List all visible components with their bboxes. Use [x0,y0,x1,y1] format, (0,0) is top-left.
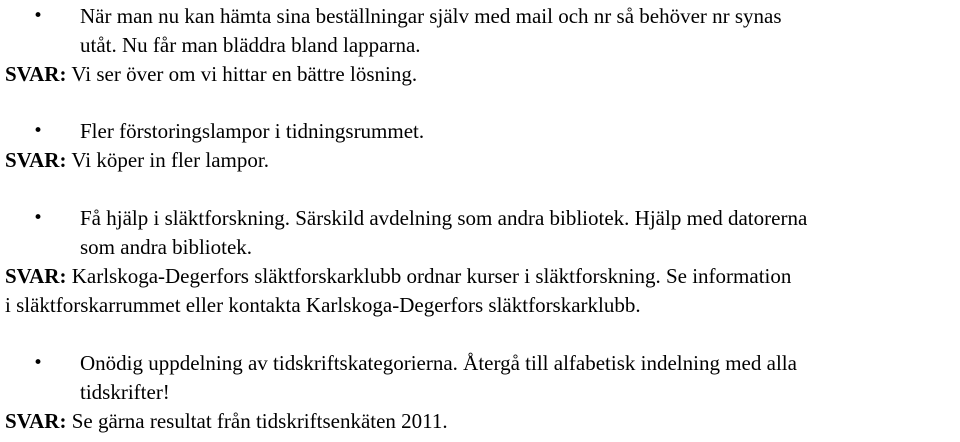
bullet-icon: • [32,208,44,228]
question-line: Onödig uppdelning av tidskriftskategorierna. Återgå till alfabetisk indelning med alla [80,351,797,375]
answer-label: SVAR: [5,409,67,433]
answer-line [5,60,417,89]
answer-text: Karlskoga-Degerfors släktforskarklubb ordnar kurser i släktforskning. Se information [71,264,792,288]
answer-text: Vi ser över om vi hittar en bättre lösning. [71,62,418,86]
question-line: tidskrifter! [80,380,170,404]
question-line: Fler förstoringslampor i tidningsrummet. [80,119,425,143]
answer-label: SVAR: [5,264,67,288]
answer-label: SVAR: [5,62,67,86]
answer-line [5,407,448,436]
question-line: som andra bibliotek. [80,235,253,259]
answer-text: Se gärna resultat från tidskriftsenkäten 2011. [71,409,448,433]
bullet-icon: • [32,121,44,141]
answer-text: Vi köper in fler lampor. [71,148,269,172]
question-line: utåt. Nu får man bläddra bland lapparna. [80,33,421,57]
question-line: Få hjälp i släktforskning. Särskild avdelning som andra bibliotek. Hjälp med datorerna [80,206,808,230]
answer-line [5,262,791,291]
answer-label: SVAR: [5,148,67,172]
answer-line [5,146,269,175]
question-line: När man nu kan hämta sina beställningar själv med mail och nr så behöver nr synas [80,4,782,28]
answer-line: i släktforskarrummet eller kontakta Karlskoga-Degerfors släktforskarklubb. [5,293,641,317]
bullet-icon: • [32,6,44,26]
bullet-icon: • [32,353,44,373]
